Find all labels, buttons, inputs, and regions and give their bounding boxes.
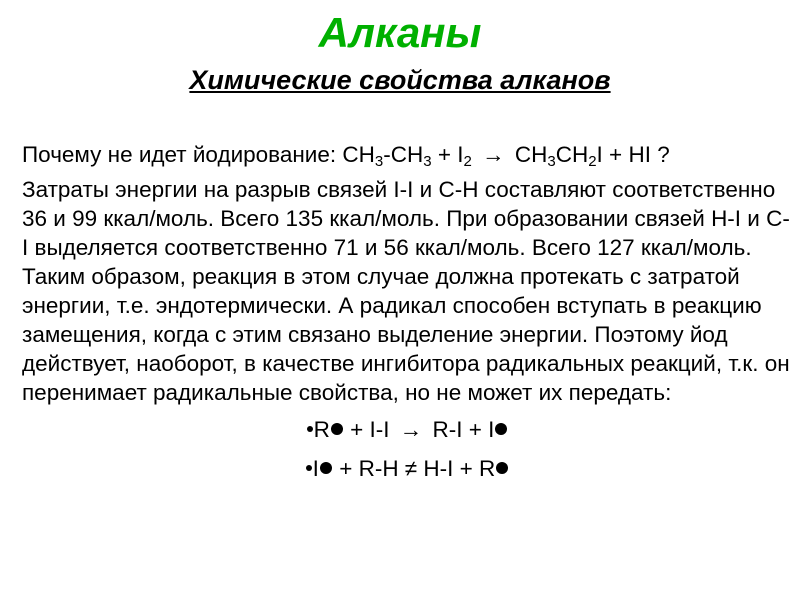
subscript: 3 — [423, 153, 432, 170]
question-text: I + HI ? — [596, 142, 670, 167]
radical-dot-icon — [306, 465, 312, 471]
explanation-paragraph: Затраты энергии на разрыв связей I-I и C-H составляют соответственно 36 и 99 ккал/моль. Всего 135 ккал/моль. При образовании связей H-I и C-I выделяется соответственно 71 и 56 ккал/моль. Всего 127 ккал/моль. Таким образом, реакция в этом случае должна протекать с затратой энергии, т.е. эндотермически. А радикал способен вступать в реакцию замещения, когда с этим связано выделение энергии. Поэтому йод действует, наоборот, в качестве ингибитора радикальных реакций, т.к. он перенимает радикальные свойства, но не может их передать: — [22, 177, 790, 405]
slide-content — [22, 140, 792, 483]
question-text: -CH — [383, 142, 424, 167]
question-text: Почему не идет йодирование: CH — [22, 142, 375, 167]
slide-subtitle: Химические свойства алканов — [189, 65, 611, 95]
question-line — [22, 140, 792, 169]
equation-text: I — [312, 456, 319, 481]
equation-text: R — [313, 417, 330, 442]
radical-dot-icon — [307, 426, 313, 432]
slide-title: Алканы — [318, 9, 482, 56]
question-text: CH — [508, 142, 548, 167]
radical-dot-icon — [320, 462, 332, 474]
reaction-arrow: → — [399, 417, 423, 442]
question-text: CH — [555, 142, 589, 167]
equation-text: R-I + I — [426, 417, 495, 442]
subscript: 3 — [547, 153, 556, 170]
subscript: 2 — [463, 153, 472, 170]
radical-dot-icon — [496, 462, 508, 474]
radical-dot-icon — [495, 423, 507, 435]
reaction-arrow: → — [482, 142, 505, 167]
equation-inhibition — [22, 454, 792, 483]
subscript: 2 — [588, 153, 597, 170]
equation-text: + I-I — [343, 417, 396, 442]
radical-dot-icon — [331, 423, 343, 435]
question-text: + I — [431, 142, 464, 167]
subscript: 3 — [374, 153, 384, 170]
equation-text: + R-H ≠ H-I + R — [332, 456, 496, 481]
equation-initiation — [22, 415, 792, 444]
